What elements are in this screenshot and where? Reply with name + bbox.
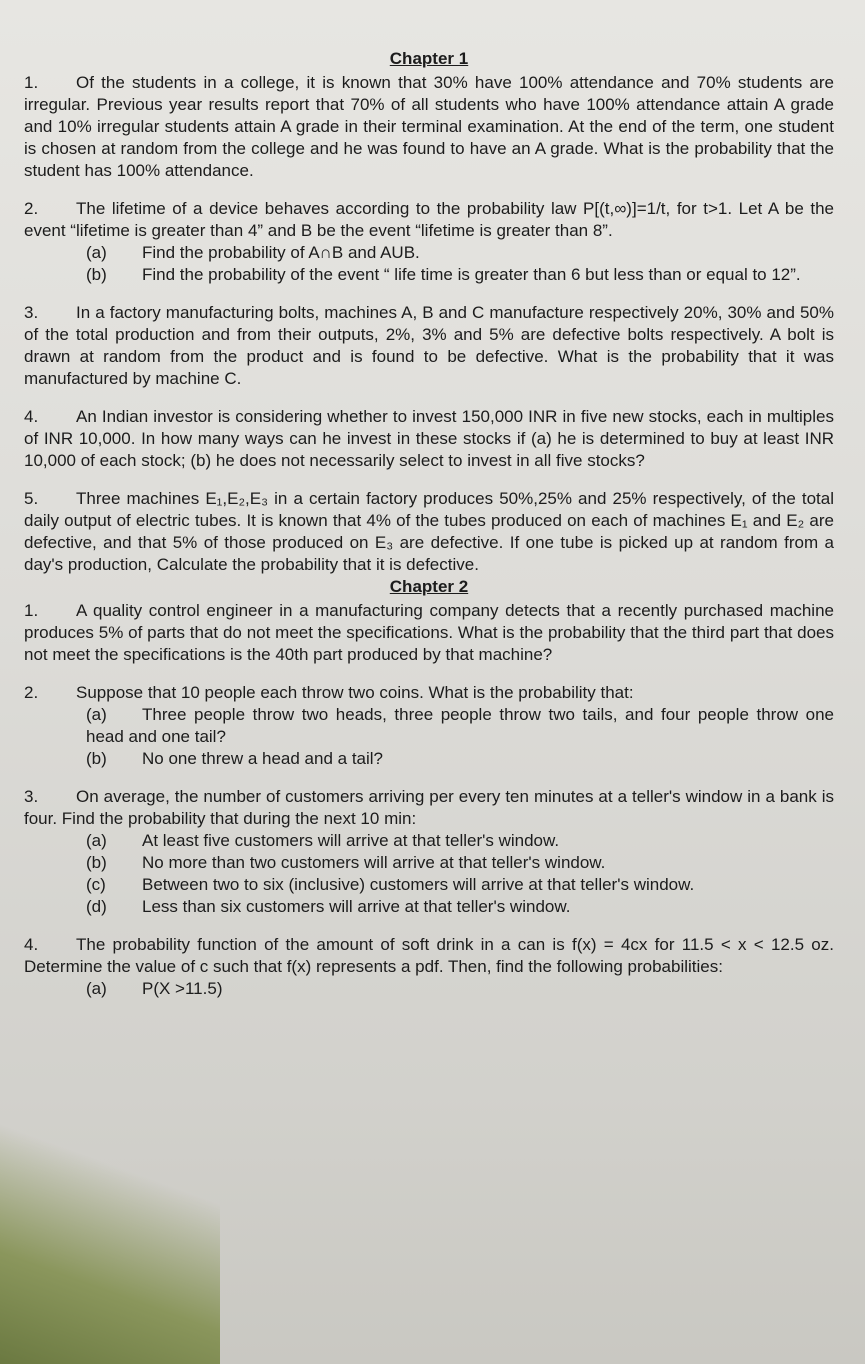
question-number: 4. xyxy=(24,407,39,426)
question-number: 3. xyxy=(24,303,39,322)
ch1-question-2 xyxy=(24,198,834,242)
question-number: 2. xyxy=(24,199,39,218)
ch2-question-4 xyxy=(24,934,834,978)
ch1-question-5 xyxy=(24,488,834,576)
ch1-q2-part-a xyxy=(24,242,834,264)
part-label: (d) xyxy=(86,897,107,916)
ch2-q3-part-d xyxy=(24,896,834,918)
question-text: The probability function of the amount of soft drink in a can is f(x) = 4cx for 11.5 < x < 12.5 oz. Determine the value of c such that f(x) represents a pdf. Then, find the following probabilities: xyxy=(24,935,834,976)
ch2-q4-part-a xyxy=(24,978,834,1000)
question-text: Of the students in a college, it is known that 30% have 100% attendance and 70% students are irregular. Previous year results report that 70% of all students who have 100% attendance attain A grade and 10% irregular students attain A grade in their terminal examination. At the end of the term, one student is chosen at random from the college and he was found to have an A grade. What is the probability that the student has 100% attendance. xyxy=(24,73,834,180)
document-body xyxy=(24,48,834,1000)
ch2-question-2 xyxy=(24,682,834,704)
chapter-2-heading: Chapter 2 xyxy=(389,577,469,596)
question-number: 4. xyxy=(24,935,39,954)
question-number: 2. xyxy=(24,683,39,702)
photo-shadow xyxy=(0,1124,220,1364)
question-text: The lifetime of a device behaves according to the probability law P[(t,∞)]=1/t, for t>1. Let A be the event “lifetime is greater than 4” and B be the event “lifetime is greater than 8”. xyxy=(24,199,834,240)
question-text: Three machines E₁,E₂,E₃ in a certain factory produces 50%,25% and 25% respectively, of the total daily output of electric tubes. It is known that 4% of the tubes produced on each of machines E₁ and E₂ are defective, and that 5% of those produced on E₃ are defective. If one tube is picked up at random from a day's production, Calculate the probability that it is defective. xyxy=(24,489,834,574)
ch2-q3-part-c xyxy=(24,874,834,896)
question-number: 3. xyxy=(24,787,39,806)
question-number: 1. xyxy=(24,73,39,92)
part-label: (a) xyxy=(86,979,107,998)
ch2-q3-part-b xyxy=(24,852,834,874)
part-label: (b) xyxy=(86,749,107,768)
question-text: In a factory manufacturing bolts, machines A, B and C manufacture respectively 20%, 30% and 50% of the total production and from their outputs, 2%, 3% and 5% are defective bolts respectively. A bolt is drawn at random from the product and is found to be defective. What is the probability that it was manufactured by machine C. xyxy=(24,303,834,388)
chapter-1-heading: Chapter 1 xyxy=(389,49,469,68)
part-text: No one threw a head and a tail? xyxy=(142,749,384,768)
question-number: 1. xyxy=(24,601,39,620)
part-text: Three people throw two heads, three people throw two tails, and four people throw one head and one tail? xyxy=(86,705,834,746)
part-text: At least five customers will arrive at that teller's window. xyxy=(142,831,560,850)
ch2-question-3 xyxy=(24,786,834,830)
question-text: On average, the number of customers arriving per every ten minutes at a teller's window in a bank is four. Find the probability that during the next 10 min: xyxy=(24,787,834,828)
ch2-q3-part-a xyxy=(24,830,834,852)
ch1-question-3 xyxy=(24,302,834,390)
part-text: Less than six customers will arrive at that teller's window. xyxy=(142,897,571,916)
part-label: (a) xyxy=(86,243,107,262)
part-label: (a) xyxy=(86,831,107,850)
part-text: Find the probability of the event “ life time is greater than 6 but less than or equal to 12”. xyxy=(142,265,801,284)
part-label: (c) xyxy=(86,875,106,894)
part-label: (b) xyxy=(86,853,107,872)
question-number: 5. xyxy=(24,489,39,508)
question-text: A quality control engineer in a manufacturing company detects that a recently purchased machine produces 5% of parts that do not meet the specifications. What is the probability that the third part that does not meet the specifications is the 40th part produced by that machine? xyxy=(24,601,834,664)
part-text: No more than two customers will arrive at that teller's window. xyxy=(142,853,606,872)
part-text: P(X >11.5) xyxy=(142,979,223,998)
question-text: Suppose that 10 people each throw two coins. What is the probability that: xyxy=(76,683,634,702)
part-label: (a) xyxy=(86,705,107,724)
question-text: An Indian investor is considering whether to invest 150,000 INR in five new stocks, each in multiples of INR 10,000. In how many ways can he invest in these stocks if (a) he is determined to buy at least INR 10,000 of each stock; (b) he does not necessarily select to invest in all five stocks? xyxy=(24,407,834,470)
ch2-question-1 xyxy=(24,600,834,666)
ch1-q2-part-b xyxy=(24,264,834,286)
part-text: Between two to six (inclusive) customers will arrive at that teller's window. xyxy=(142,875,695,894)
ch2-q2-part-a xyxy=(24,704,834,748)
ch2-q2-part-b xyxy=(24,748,834,770)
part-label: (b) xyxy=(86,265,107,284)
part-text: Find the probability of A∩B and AUB. xyxy=(142,243,420,262)
ch1-question-1 xyxy=(24,72,834,182)
ch1-question-4 xyxy=(24,406,834,472)
